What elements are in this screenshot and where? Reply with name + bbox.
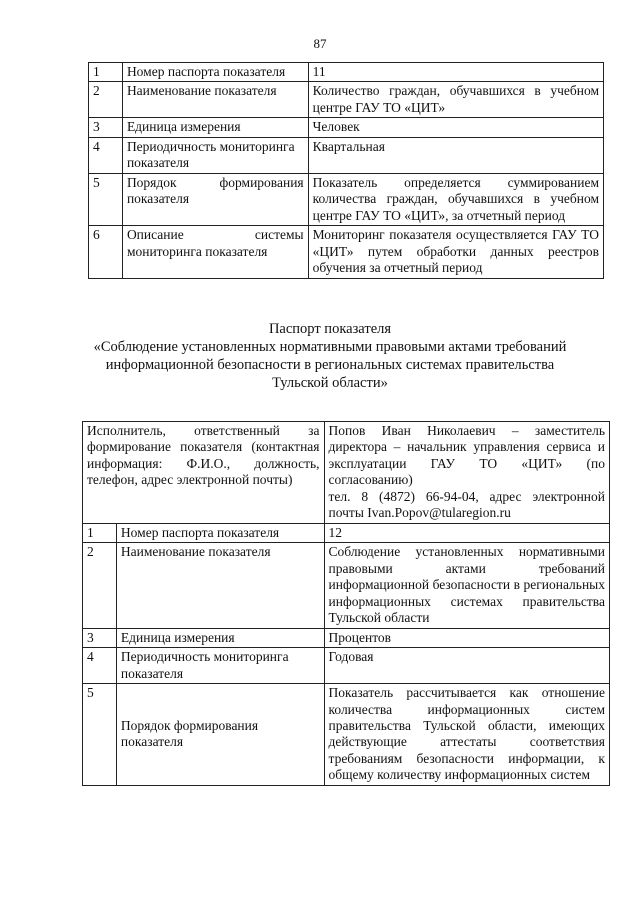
row-label: Номер паспорта показателя [122,63,308,82]
page-number: 87 [313,36,327,51]
passport-title-line: Паспорт показателя [268,321,392,337]
executor-value [324,422,610,524]
row-number: 6 [89,226,123,278]
row-label: Единица измерения [116,628,324,647]
passport-title [60,320,600,393]
row-label: Порядок формирования показателя [116,684,324,786]
row-value: Человек [308,118,603,137]
row-number: 4 [83,648,117,684]
table-row [83,628,610,647]
row-number: 1 [83,523,117,542]
row-label: Наименование показателя [116,543,324,628]
table-row [83,684,610,786]
table-row [89,82,604,118]
executor-name: Попов Иван Николаевич – заместитель директора – начальник управления сервиса и эксплуатации ГАУ ТО «ЦИТ» (по согласованию) [328,423,605,488]
row-label: Периодичность мониторинга показателя [116,648,324,684]
executor-contact: тел. 8 (4872) 66-94-04, адрес электронной почты Ivan.Popov@tularegion.ru [328,488,605,521]
row-number: 5 [89,173,123,225]
row-number: 3 [89,118,123,137]
row-number: 2 [83,543,117,628]
passport-title-line: информационной безопасности в региональных системах правительства [105,357,555,374]
passport-title-line: «Соблюдение установленных нормативными правовыми актами требований [93,339,567,356]
table-row [83,523,610,542]
executor-row [83,422,610,524]
row-label: Описание системы мониторинга показателя [122,226,308,278]
executor-label: Исполнитель, ответственный за формирование показателя (контактная информация: Ф.И.О., должность, телефон, адрес электронной почты) [83,422,325,524]
table-row [83,543,610,628]
row-value: Квартальная [308,137,603,173]
row-value: Соблюдение установленных нормативными правовыми актами требований информационной безопасности в региональных информационных системах правительства Тульской области [324,543,610,628]
row-value: Показатель рассчитывается как отношение количества информационных систем правительства Тульской области, имеющих действующие аттестаты соответствия требованиям безопасности информации, к общему количеству информационных систем [324,684,610,786]
indicator-passport-table-12 [82,421,610,786]
row-number: 3 [83,628,117,647]
row-value: Количество граждан, обучавшихся в учебном центре ГАУ ТО «ЦИТ» [308,82,603,118]
row-value: Показатель определяется суммированием количества граждан, обучавшихся в учебном центре ГАУ ТО «ЦИТ», за отчетный период [308,173,603,225]
table-row [83,648,610,684]
row-label: Номер паспорта показателя [116,523,324,542]
row-value: Процентов [324,628,610,647]
row-value: Годовая [324,648,610,684]
row-value: 11 [308,63,603,82]
table-row [89,137,604,173]
passport-title-line: Тульской области» [272,375,388,392]
table-row [89,173,604,225]
row-number: 2 [89,82,123,118]
row-label: Единица измерения [122,118,308,137]
row-label: Периодичность мониторинга показателя [122,137,308,173]
table-row [89,118,604,137]
row-number: 1 [89,63,123,82]
row-number: 5 [83,684,117,786]
table-row [89,226,604,278]
row-number: 4 [89,137,123,173]
row-label: Наименование показателя [122,82,308,118]
table-row [89,63,604,82]
row-value: 12 [324,523,610,542]
row-label: Порядок формирования показателя [122,173,308,225]
indicator-passport-table-11 [88,62,604,279]
row-value: Мониторинг показателя осуществляется ГАУ ТО «ЦИТ» путем обработки данных реестров обучения за отчетный период [308,226,603,278]
